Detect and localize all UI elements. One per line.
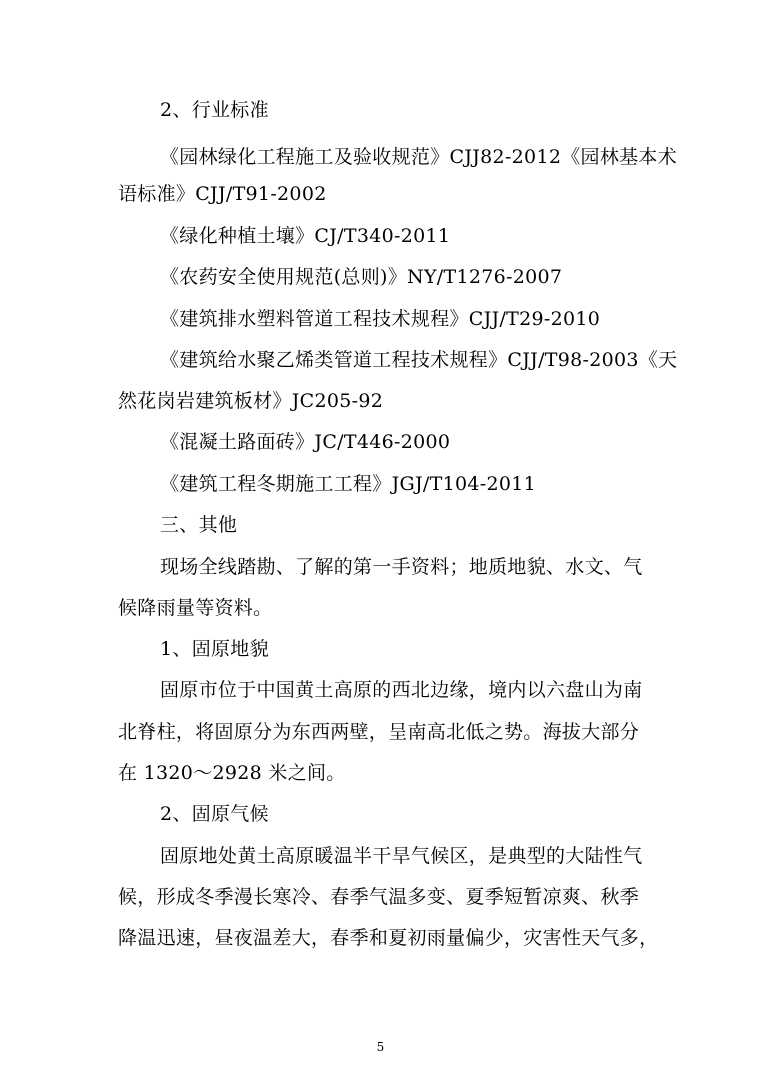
- heading-industry-standards: 2、行业标准: [160, 99, 269, 121]
- standard-item: 《绿化种植土壤》CJ/T340-2011: [160, 225, 451, 247]
- paragraph-line: 候降雨量等资料。: [118, 597, 273, 619]
- standard-item-continued: 语标准》CJJ/T91-2002: [118, 183, 327, 205]
- standard-item: 《混凝土路面砖》JC/T446-2000: [160, 431, 451, 453]
- standard-item: 《建筑给水聚乙烯类管道工程技术规程》CJJ/T98-2003《天: [160, 349, 678, 371]
- paragraph-line: 现场全线踏勘、了解的第一手资料；地质地貌、水文、气: [160, 556, 643, 578]
- page-number: 5: [376, 1040, 385, 1054]
- heading-other: 三、其他: [160, 514, 238, 536]
- paragraph-line: 固原地处黄土高原暖温半干旱气候区，是典型的大陆性气: [160, 845, 643, 867]
- standard-item: 《建筑排水塑料管道工程技术规程》CJJ/T29-2010: [160, 308, 601, 330]
- standard-item: 《建筑工程冬期施工工程》JGJ/T104-2011: [160, 473, 537, 495]
- standard-item: 《园林绿化工程施工及验收规范》CJJ82-2012《园林基本术: [160, 146, 678, 168]
- paragraph-line: 在 1320～2928 米之间。: [118, 762, 346, 784]
- paragraph-line: 北脊柱，将固原分为东西两壁，呈南高北低之势。海拔大部分: [118, 721, 640, 743]
- heading-guyuan-landform: 1、固原地貌: [160, 638, 269, 660]
- paragraph-line: 候，形成冬季漫长寒冷、春季气温多变、夏季短暂凉爽、秋季: [118, 886, 640, 908]
- paragraph-line: 降温迅速，昼夜温差大，春季和夏初雨量偏少，灾害性天气多，: [118, 927, 659, 949]
- paragraph-line: 固原市位于中国黄土高原的西北边缘，境内以六盘山为南: [160, 679, 643, 701]
- standard-item: 《农药安全使用规范(总则)》NY/T1276-2007: [160, 266, 563, 288]
- standard-item-continued: 然花岗岩建筑板材》JC205-92: [118, 390, 384, 412]
- heading-guyuan-climate: 2、固原气候: [160, 803, 269, 825]
